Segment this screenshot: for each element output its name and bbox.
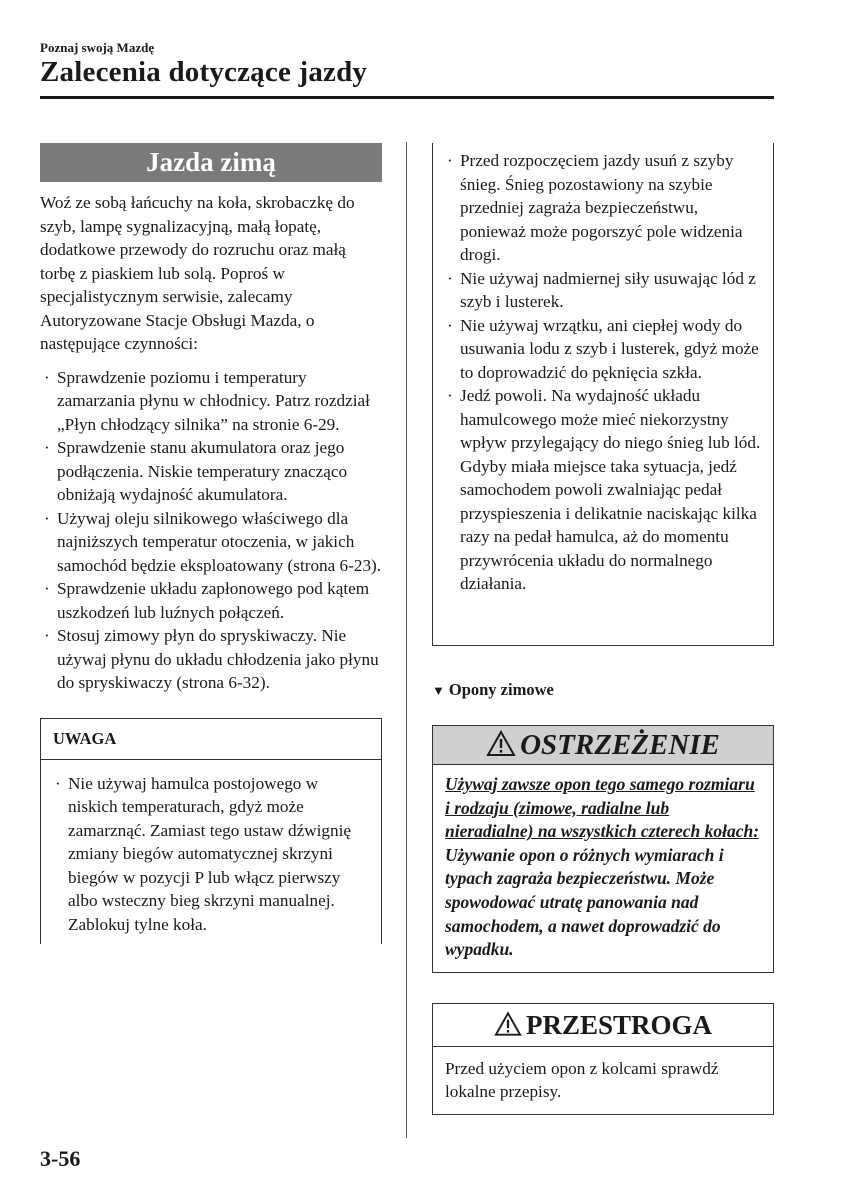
caution-body: Przed użyciem opon z kolcami sprawdź lokalne przepisy. — [445, 1058, 719, 1102]
column-divider — [406, 142, 407, 1138]
list-item: · Jedź powoli. Na wydajność układu hamulcowego może mieć niekorzystny wpływ przylegający do niego śnieg lub lód. Gdyby miała miejsce taka sytuacja, jedź samochodem powoli zwalniając pedał przyspieszenia i delikatnie naciskając kilka razy na pedał hamulca, aż do momentu przywrócenia układu do normalnego działania. — [443, 384, 763, 596]
list-item: · Używaj oleju silnikowego właściwego dla najniższych temperatur otoczenia, w jakich samochód będzie eksploatowany (strona 6-23). — [40, 507, 382, 578]
note-heading: UWAGA — [41, 719, 381, 760]
winter-checklist — [40, 366, 382, 695]
section-header: Jazda zimą — [40, 143, 382, 182]
breadcrumb: Poznaj swoją Mazdę — [40, 40, 155, 55]
caution-heading — [433, 1004, 773, 1047]
warning-body — [433, 765, 773, 972]
left-column — [40, 143, 382, 944]
page-number: 3-56 — [40, 1146, 81, 1171]
list-item: · Nie używaj wrzątku, ani ciepłej wody do usuwania lodu z szyb i lusterek, gdyż może to doprowadzić do pęknięcia szkła. — [443, 314, 763, 385]
list-item: · Stosuj zimowy płyn do spryskiwaczy. Nie używaj płynu do układu chłodzenia jako płynu do spryskiwaczy (strona 6-32). — [40, 624, 382, 695]
intro-paragraph: Woź ze sobą łańcuchy na koła, skrobaczkę do szyb, lampę sygnalizacyjną, małą łopatę, dodatkowe przewody do rozruchu oraz małą torbę z piaskiem lub solą. Poproś w specjalistycznym serwisie, zalecamy Autoryzowane Stacje Obsługi Mazda, o następujące czynności: — [40, 193, 355, 353]
page-title: Zalecenia dotyczące jazdy — [40, 56, 368, 88]
subheading-text: Opony zimowe — [448, 680, 554, 699]
note-box — [40, 718, 382, 945]
caution-box — [432, 1003, 774, 1115]
right-column — [432, 143, 774, 1115]
caution-heading-text: PRZESTROGA — [525, 1009, 713, 1040]
warning-heading-text: OSTRZEŻENIE — [520, 729, 720, 761]
list-item: · Sprawdzenie stanu akumulatora oraz jego podłączenia. Niskie temperatury znacząco obniżają wydajność akumulatora. — [40, 436, 382, 507]
note-item: · Nie używaj hamulca postojowego w niskich temperaturach, gdyż może zamarznąć. Zamiast tego ustaw dźwignię zmiany biegów automatycznej skrzyni biegów w pozycji P lub włącz pierwszy albo wsteczny bieg skrzyni manualnej. Zablokuj tylne koła. — [51, 772, 371, 937]
continued-note-box — [432, 143, 774, 646]
warning-triangle-icon — [486, 730, 516, 757]
note-body — [41, 760, 381, 945]
warning-box — [432, 725, 774, 973]
list-item: · Przed rozpoczęciem jazdy usuń z szyby śnieg. Śnieg pozostawiony na szybie przedniej zagraża bezpieczeństwu, ponieważ może pogorszyć pole widzenia drogi. — [443, 149, 763, 267]
warning-underlined-text: Używaj zawsze opon tego samego rozmiaru i rodzaju (zimowe, radialne lub nieradialne) na wszystkich czterech kołach: — [445, 774, 760, 842]
warning-triangle-icon — [494, 1011, 522, 1037]
warning-heading — [433, 726, 773, 765]
warning-text: Używanie opon o różnych wymiarach i typach zagraża bezpieczeństwu. Może spowodować utratę panowania nad samochodem, a nawet doprowadzić do wypadku. — [445, 844, 724, 960]
list-item: · Sprawdzenie poziomu i temperatury zamarzania płynu w chłodnicy. Patrz rozdział „Płyn chłodzący silnika” na stronie 6-29. — [40, 366, 382, 437]
subheading-winter-tires — [432, 680, 774, 700]
list-item: · Sprawdzenie układu zapłonowego pod kątem uszkodzeń lub luźnych połączeń. — [40, 577, 382, 624]
list-item: · Nie używaj nadmiernej siły usuwając lód z szyb i lusterek. — [443, 267, 763, 314]
title-rule — [40, 96, 774, 99]
triangle-down-icon: ▼ — [432, 683, 445, 698]
